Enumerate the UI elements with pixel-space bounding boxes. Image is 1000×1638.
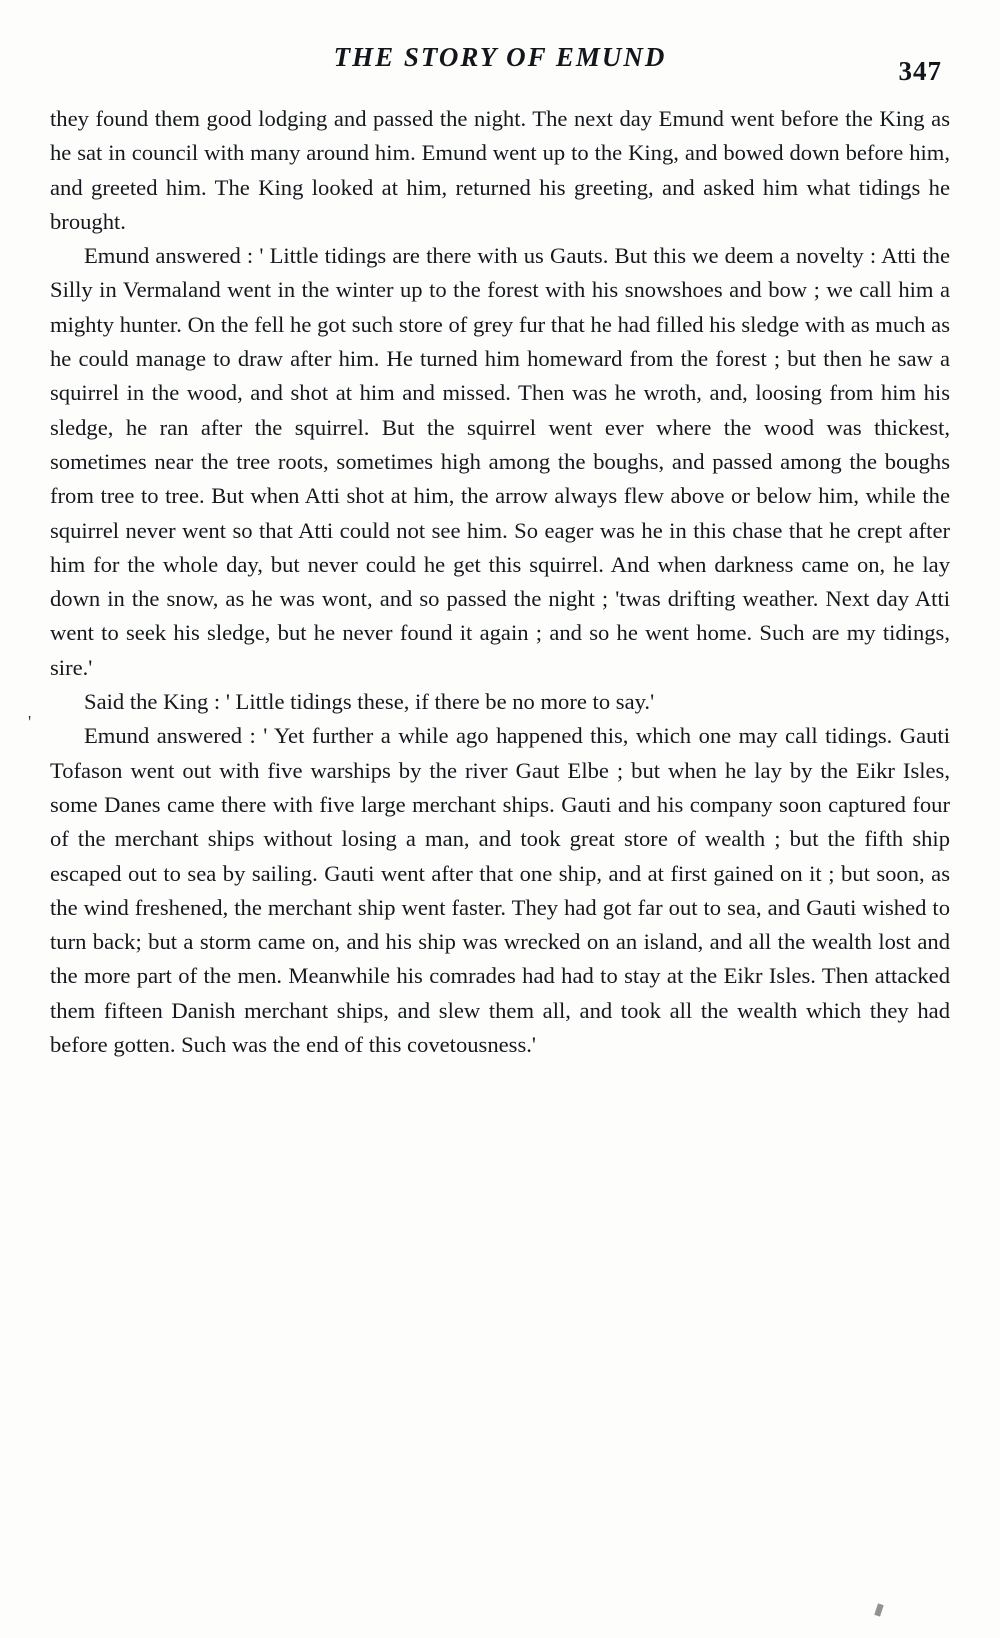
page-number: 347 (898, 56, 942, 86)
paragraph-4: Emund answered : ' Yet further a while ago happened this, which one may call tidings. Gauti Tofason went out with five warships by the river Gaut Elbe ; but when he lay by the Eikr Isles, some Danes came there with five large merchant ships. Gauti and his company soon captured four of the merchant ships without losing a man, and took great store of wealth ; but the fifth ship escaped out to sea by sailing. Gauti went after that one ship, and at first gained on it ; but soon, as the wind freshened, the merchant ship went faster. They had got far out to sea, and Gauti wished to turn back; but a storm came on, and his ship was wrecked on an island, and all the wealth lost and the more part of the men. Meanwhile his comrades had had to stay at the Eikr Isles. Then attacked them fifteen Danish merchant ships, and slew them all, and took all the wealth which they had before gotten. Such was the end of this covetousness.' (50, 723, 950, 1058)
running-title: THE STORY OF EMUND (333, 42, 667, 72)
paragraph-2: Emund answered : ' Little tidings are there with us Gauts. But this we deem a novelty : Atti the Silly in Vermaland went in the winter up to the forest with his snowshoes and bow ; we call him a mighty hunter. On the fell he got such store of grey fur that he had filled his sledge with as much as he could manage to draw after him. He turned him homeward from the forest ; but then he saw a squirrel in the wood, and shot at him and missed. Then was he wroth, and, loosing from him his sledge, he ran after the squirrel. But the squirrel went ever where the wood was thickest, sometimes near the tree roots, sometimes high among the boughs, and passed among the boughs from tree to tree. But when Atti shot at him, the arrow always flew above or below him, while the squirrel never went so that Atti could not see him. So eager was he in this chase that he crept after him for the whole day, but never could he get this squirrel. And when darkness came on, he lay down in the snow, as he was wont, and so passed the night ; 'twas drifting weather. Next day Atti went to seek his sledge, but he never found it again ; and so he went home. Such are my tidings, sire.' (50, 243, 950, 680)
paragraph-1: they found them good lodging and passed the night. The next day Emund went before the King as he sat in council with many around him. Emund went up to the King, and bowed down before him, and greeted him. The King looked at him, returned his greeting, and asked him what tidings he brought. (50, 106, 950, 234)
page-edge-mark (874, 1603, 883, 1616)
paragraph-3: Said the King : ' Little tidings these, if there be no more to say.' (84, 689, 655, 715)
margin-mark: ' (28, 712, 32, 732)
body-text (50, 102, 950, 1062)
page-header (50, 42, 950, 88)
